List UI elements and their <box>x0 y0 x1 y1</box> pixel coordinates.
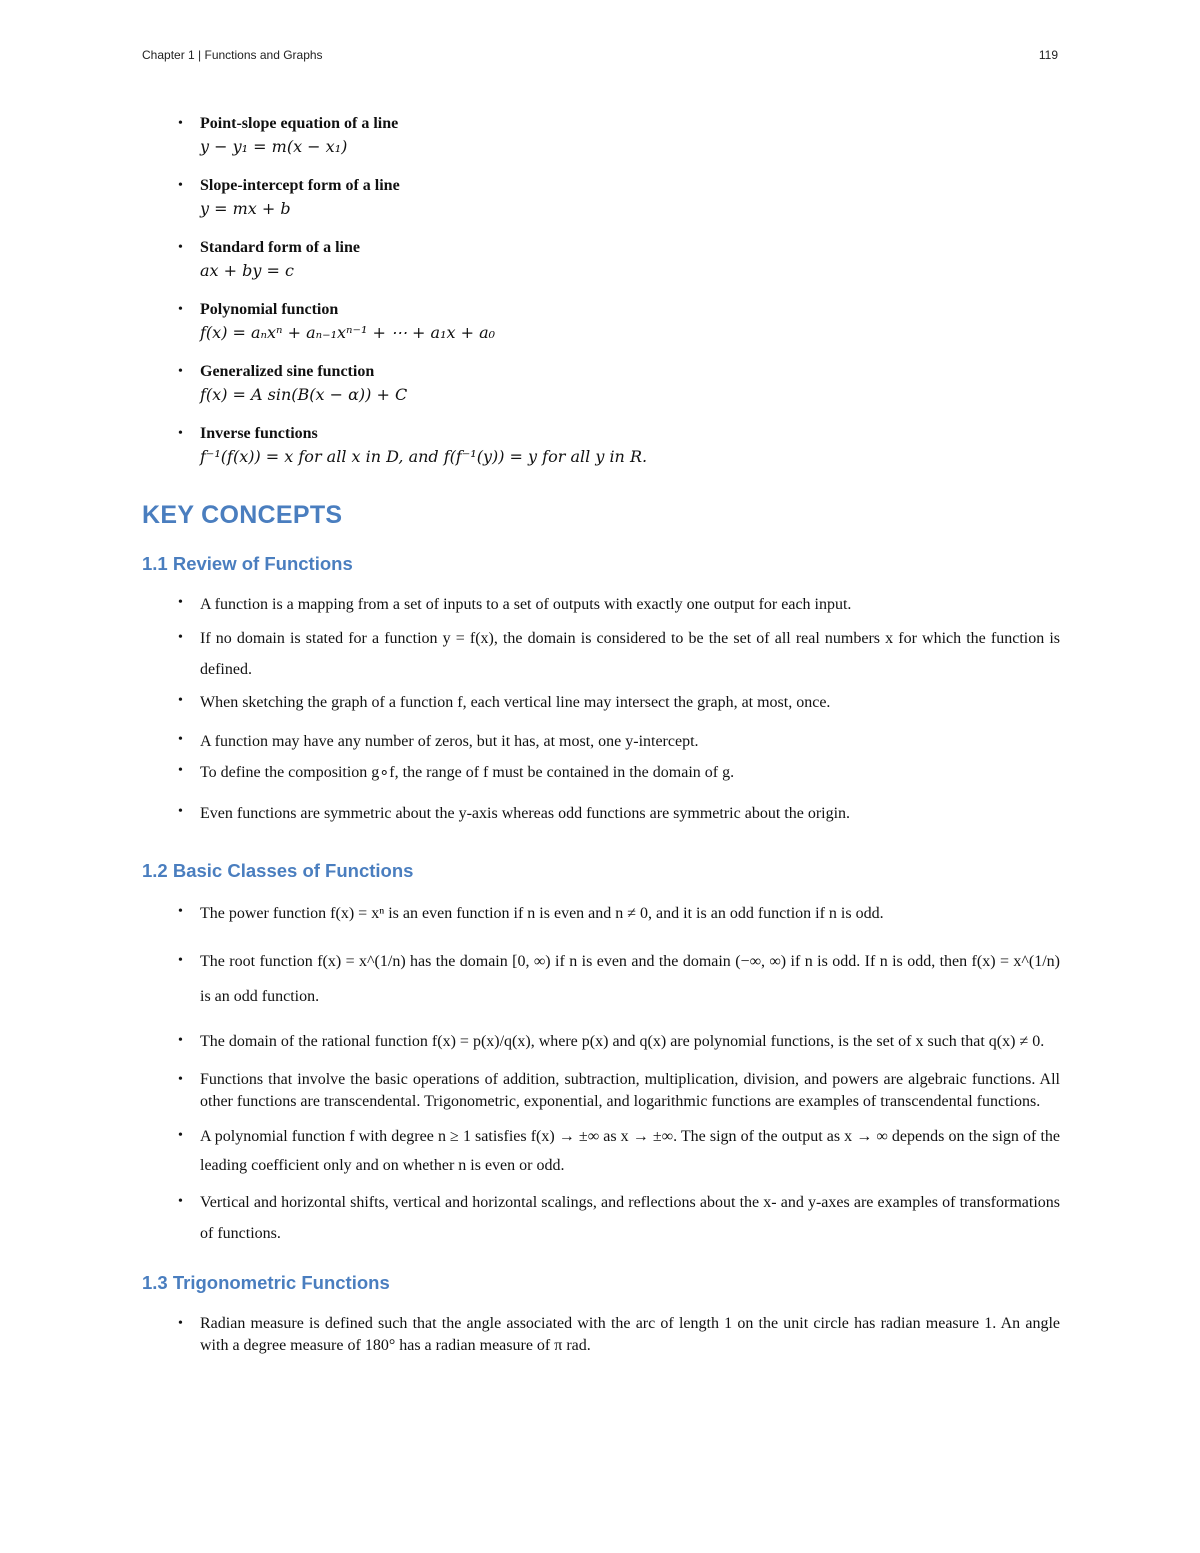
concept-item <box>142 1069 1060 1113</box>
bullet-icon: • <box>178 116 183 131</box>
concept-text: The power function f(x) = xⁿ is an even function if n is even and n ≠ 0, and it is an odd function if n is odd. <box>200 905 884 922</box>
concept-text: Radian measure is defined such that the angle associated with the arc of length 1 on the unit circle has radian measure 1. An angle with a degree measure of 180° has a radian measure of π rad. <box>200 1315 1060 1354</box>
concept-item <box>142 1313 1060 1357</box>
concept-item <box>142 690 1060 716</box>
bullet-icon: • <box>178 763 183 778</box>
bullet-icon: • <box>178 630 183 645</box>
formula-item <box>142 361 1060 406</box>
concept-text: A function may have any number of zeros, but it has, at most, one y-intercept. <box>200 733 699 750</box>
formula-equation: f⁻¹(f(x)) = x for all x in D, and f(f⁻¹(y)) = y for all y in R. <box>200 447 648 466</box>
concept-item <box>142 1122 1060 1180</box>
page-content <box>142 113 1060 1357</box>
bullet-icon: • <box>178 732 183 747</box>
formula-title: Inverse functions <box>200 425 318 442</box>
bullet-icon: • <box>178 302 183 317</box>
concept-text: A polynomial function f with degree n ≥ 1 satisfies f(x) → ±∞ as x → ±∞. The sign of the output as x → ∞ depends on the sign of the leading coefficient only and on whether n is even or odd. <box>200 1128 1060 1174</box>
concept-item <box>142 944 1060 1014</box>
concept-item <box>142 592 1060 618</box>
concept-item <box>142 760 1060 786</box>
concept-text: Vertical and horizontal shifts, vertical and horizontal scalings, and reflections about the x- and y-axes are examples of transformations of functions. <box>200 1194 1060 1242</box>
formula-item <box>142 113 1060 158</box>
formula-title: Slope-intercept form of a line <box>200 177 400 194</box>
concept-text: The domain of the rational function f(x) = p(x)/q(x), where p(x) and q(x) are polynomial functions, is the set of x such that q(x) ≠ 0. <box>200 1033 1045 1050</box>
section-heading: 1.3 Trigonometric Functions <box>142 1272 390 1293</box>
concept-text: A function is a mapping from a set of inputs to a set of outputs with exactly one output for each input. <box>200 596 852 613</box>
formula-item <box>142 237 1060 282</box>
concept-text: Even functions are symmetric about the y-axis whereas odd functions are symmetric about the origin. <box>200 805 851 822</box>
concept-text: The root function f(x) = x^(1/n) has the domain [0, ∞) if n is even and the domain (−∞, ∞) if n is odd. If n is odd, then f(x) = x^(1/n) is an odd function. <box>200 953 1060 1005</box>
bullet-icon: • <box>178 693 183 708</box>
formula-title: Standard form of a line <box>200 239 360 256</box>
concept-text: To define the composition g∘f, the range of f must be contained in the domain of g. <box>200 764 735 781</box>
concept-list <box>142 592 1060 827</box>
key-equations-list <box>142 113 1060 468</box>
concept-item <box>142 623 1060 685</box>
page-number: 119 <box>1038 48 1058 62</box>
section-heading: 1.1 Review of Functions <box>142 553 353 574</box>
bullet-icon: • <box>178 1033 183 1048</box>
bullet-icon: • <box>178 904 183 919</box>
formula-equation: f(x) = aₙxⁿ + aₙ₋₁xⁿ⁻¹ + ⋯ + a₁x + a₀ <box>200 323 496 342</box>
formula-equation: y = mx + b <box>200 199 291 218</box>
bullet-icon: • <box>178 953 183 968</box>
concept-list <box>142 1313 1060 1357</box>
concept-item <box>142 801 1060 827</box>
bullet-icon: • <box>178 240 183 255</box>
bullet-icon: • <box>178 426 183 441</box>
bullet-icon: • <box>178 804 183 819</box>
formula-title: Polynomial function <box>200 301 339 318</box>
bullet-icon: • <box>178 1072 183 1087</box>
concept-list <box>142 901 1060 1249</box>
formula-item <box>142 175 1060 220</box>
formula-title: Point-slope equation of a line <box>200 115 399 132</box>
bullet-icon: • <box>178 1316 183 1331</box>
bullet-icon: • <box>178 595 183 610</box>
concept-item <box>142 1027 1060 1056</box>
formula-equation: y − y₁ = m(x − x₁) <box>200 137 348 156</box>
bullet-icon: • <box>178 1128 183 1143</box>
bullet-icon: • <box>178 178 183 193</box>
chapter-title: Chapter 1 | Functions and Graphs <box>142 48 323 62</box>
concept-text: Functions that involve the basic operations of addition, subtraction, multiplication, division, and powers are algebraic functions. All other functions are transcendental. Trigonometric, exponential, and logarithmic functions are examples of transcendental functions. <box>200 1071 1060 1110</box>
key-concepts-heading: KEY CONCEPTS <box>142 501 343 529</box>
bullet-icon: • <box>178 1194 183 1209</box>
section-heading: 1.2 Basic Classes of Functions <box>142 860 414 881</box>
concept-text: If no domain is stated for a function y = f(x), the domain is considered to be the set of all real numbers x for which the function is defined. <box>200 630 1060 678</box>
concept-text: When sketching the graph of a function f, each vertical line may intersect the graph, at most, once. <box>200 694 831 711</box>
concept-item <box>142 729 1060 755</box>
formula-item <box>142 299 1060 344</box>
concept-item <box>142 901 1060 927</box>
formula-item <box>142 423 1060 468</box>
formula-equation: ax + by = c <box>200 261 294 280</box>
concept-item <box>142 1187 1060 1249</box>
formula-title: Generalized sine function <box>200 363 375 380</box>
bullet-icon: • <box>178 364 183 379</box>
formula-equation: f(x) = A sin(B(x − α)) + C <box>200 385 408 404</box>
running-header <box>142 48 1058 62</box>
